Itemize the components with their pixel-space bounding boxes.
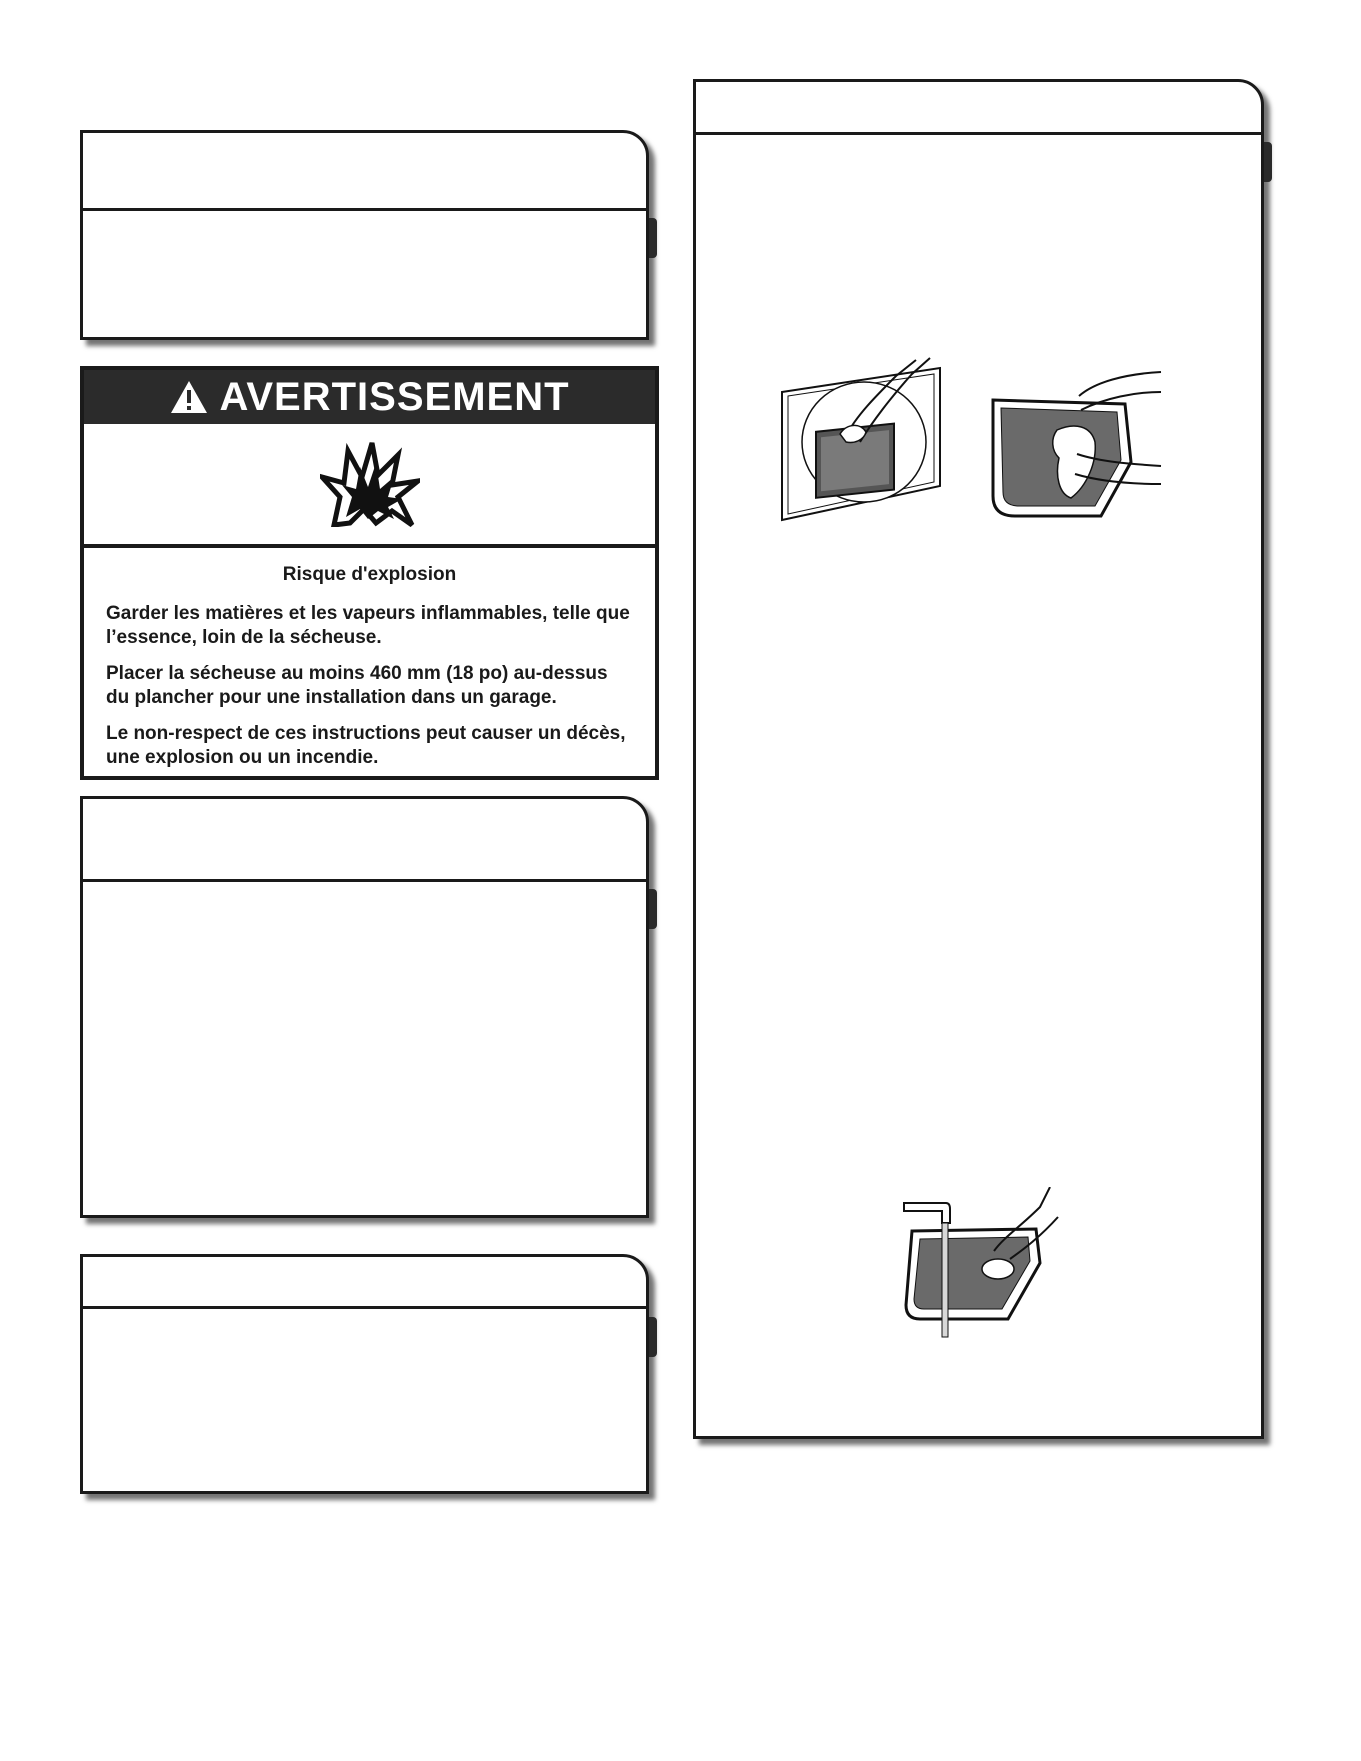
panel-edge xyxy=(1264,142,1272,182)
warning-line-1: Garder les matières et les vapeurs inflammables, telle que l’essence, loin de la sécheuse. xyxy=(106,603,630,648)
panel-divider xyxy=(83,879,646,882)
warning-triangle-icon xyxy=(169,379,209,415)
warning-line-3: Le non-respect de ces instructions peut causer un décès, une explosion ou un incendie. xyxy=(106,723,626,768)
section-panel-1 xyxy=(80,130,649,340)
panel-divider xyxy=(696,132,1261,135)
explosion-icon xyxy=(320,437,420,532)
warning-line-2: Placer la sécheuse au moins 460 mm (18 po) au-dessus du plancher pour une installation dans un garage. xyxy=(106,663,608,708)
panel-edge xyxy=(649,889,657,929)
warning-title: Risque d'explosion xyxy=(282,564,457,585)
warning-box xyxy=(80,366,659,780)
panel-divider xyxy=(83,1306,646,1309)
panel-edge xyxy=(649,1317,657,1357)
section-panel-2 xyxy=(80,796,649,1218)
warning-body xyxy=(84,548,655,770)
filter-cleaning-illustration xyxy=(985,366,1165,520)
section-panel-3 xyxy=(80,1254,649,1494)
panel-edge xyxy=(649,218,657,258)
panel-divider xyxy=(83,208,646,211)
filter-washing-illustration xyxy=(900,1187,1060,1343)
warning-header xyxy=(84,370,655,424)
warning-heading: AVERTISSEMENT xyxy=(219,374,570,419)
filter-removal-illustration xyxy=(776,356,946,524)
warning-symbol-area xyxy=(84,424,655,548)
